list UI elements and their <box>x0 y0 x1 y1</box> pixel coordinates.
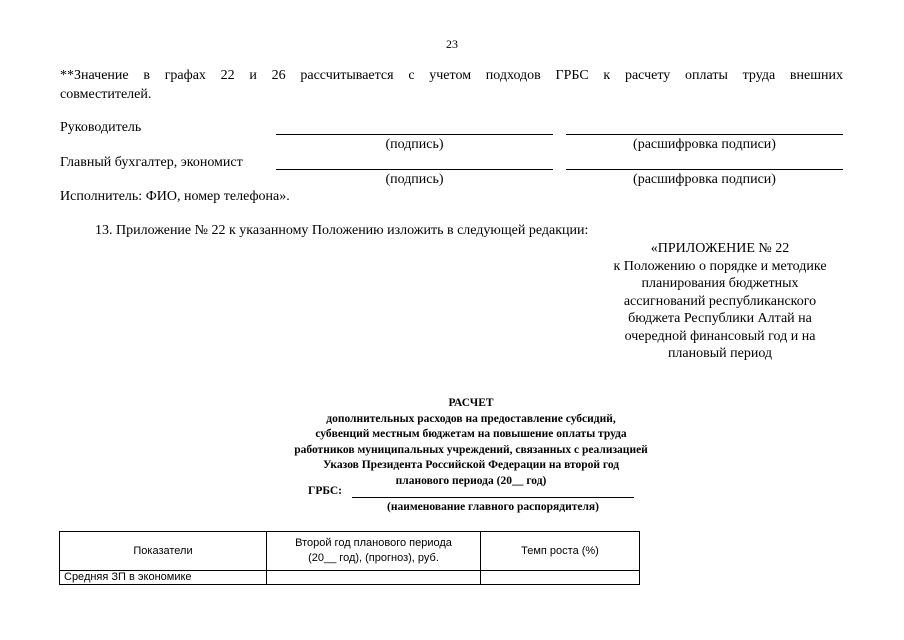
calculation-line: дополнительных расходов на предоставление субсидий, <box>326 412 616 425</box>
appendix-line: плановый период <box>667 346 773 361</box>
footnote-line-2: совместителей. <box>60 87 152 102</box>
grbs-line <box>352 497 634 498</box>
indicators-table <box>59 531 640 585</box>
table-header-second-year <box>267 532 481 571</box>
calculation-title: РАСЧЕТ <box>448 397 494 409</box>
grbs-label: ГРБС: <box>308 485 343 497</box>
instruction-paragraph: 13. Приложение № 22 к указанному Положению изложить в следующей редакции: <box>95 223 589 238</box>
calculation-heading <box>0 396 904 489</box>
head-signature-caption: (подпись) <box>385 137 444 152</box>
accountant-label: Главный бухгалтер, экономист <box>60 155 243 170</box>
calculation-line: работников муниципальных учреждений, связанных с реализацией <box>294 443 648 456</box>
appendix-line: планирования бюджетных <box>641 276 799 291</box>
calculation-line: Указов Президента Российской Федерации на второй год <box>322 459 620 471</box>
head-decoding-line <box>566 134 843 135</box>
accountant-signature-caption: (подпись) <box>385 172 444 187</box>
table-header-indicators <box>60 532 267 571</box>
accountant-decoding-line <box>566 169 843 170</box>
appendix-line: к Положению о порядке и методике <box>613 258 827 274</box>
header-text: Показатели <box>133 544 193 557</box>
head-signature-line <box>276 134 553 135</box>
table-header-growth-rate <box>481 532 640 571</box>
accountant-signature-line <box>276 169 553 170</box>
table-header-row <box>60 532 640 571</box>
header-text: Темп роста (%) <box>521 544 599 557</box>
accountant-decoding-caption: (расшифровка подписи) <box>633 172 776 187</box>
appendix-line: очередной финансовый год и на <box>624 328 816 344</box>
table-cell: Средняя ЗП в экономике <box>60 571 267 585</box>
appendix-heading <box>595 240 845 363</box>
head-decoding-caption: (расшифровка подписи) <box>633 137 776 152</box>
appendix-line: бюджета Республики Алтай на <box>628 311 812 326</box>
calculation-line: планового периода (20__ год) <box>395 474 547 487</box>
appendix-line: ассигнований республиканского <box>623 293 817 309</box>
calculation-line: субвенций местным бюджетам на повышение оплаты труда <box>315 428 627 440</box>
table-cell <box>267 571 481 585</box>
executor-line: Исполнитель: ФИО, номер телефона». <box>60 189 290 204</box>
header-text: Второй год планового периода <box>295 537 452 549</box>
page-number: 23 <box>446 37 458 51</box>
footnote-line-1: **Значение в графах 22 и 26 рассчитывается с учетом подходов ГРБС к расчету оплаты труда внешних <box>60 68 843 83</box>
appendix-line: «ПРИЛОЖЕНИЕ № 22 <box>650 241 790 256</box>
head-label: Руководитель <box>60 120 142 135</box>
table-cell <box>481 571 640 585</box>
table-row <box>60 571 640 585</box>
header-text: (20__ год), (прогноз), руб. <box>308 552 439 564</box>
grbs-caption: (наименование главного распорядителя) <box>387 501 599 513</box>
